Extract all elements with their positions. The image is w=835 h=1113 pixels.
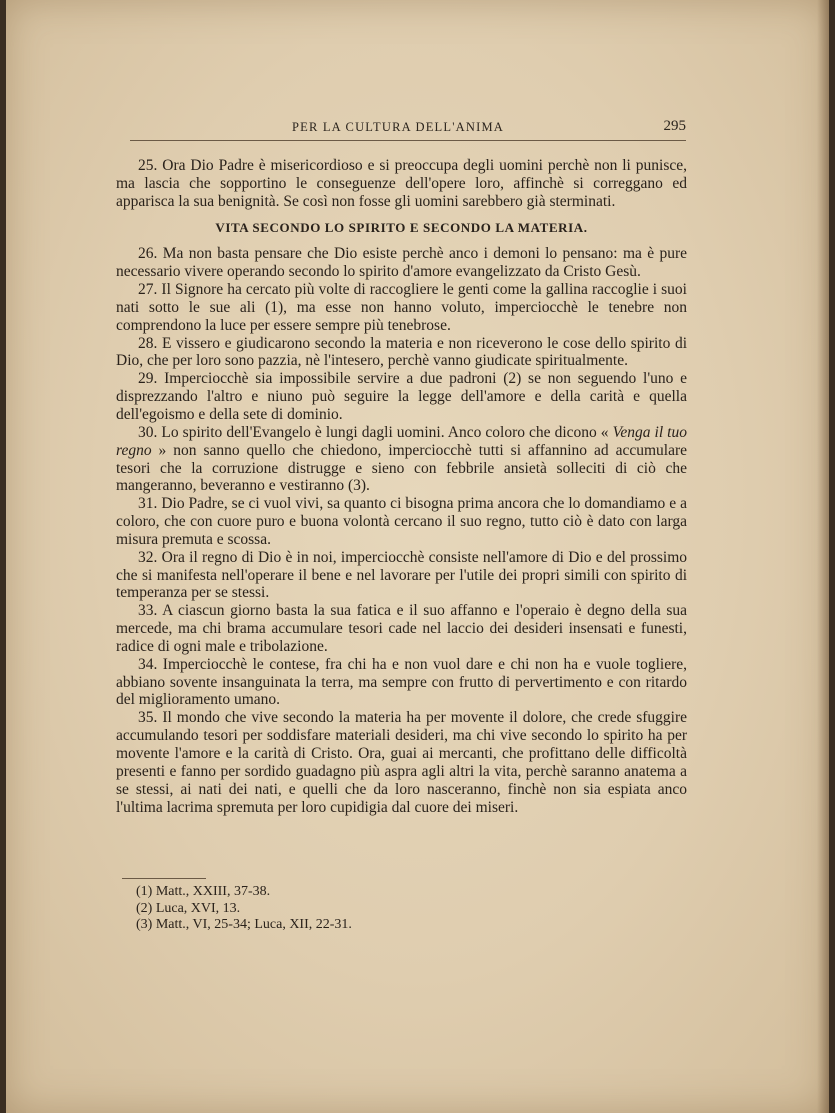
page-header	[130, 118, 686, 141]
paragraph-31: 31. Dio Padre, se ci vuol vivi, sa quanto ci bisogna prima ancora che lo domandiamo e a coloro, che con cuore puro e buona volontà cercano il suo regno, tutto ciò è dato con larga misura premuta e scossa.	[116, 495, 687, 548]
body-text	[116, 157, 687, 816]
paragraph-34: 34. Imperciocchè le contese, fra chi ha e non vuol dare e chi non ha e vuole togliere, abbiano sovente insanguinata la terra, ma sempre con frutto di pervertimento e con ritardo del miglioramento umano.	[116, 655, 687, 709]
running-head: PER LA CULTURA DELL'ANIMA	[292, 120, 505, 134]
book-page	[6, 0, 829, 1113]
page-number: 295	[663, 118, 686, 134]
paragraph-25: 25. Ora Dio Padre è misericordioso e si preoccupa degli uomini perchè non li punisce, ma lascia che sopportino le conseguenze dell'opere loro, affinchè si correggano ed apparisca la sua benignità. Se così non fosse gli uomini sarebbero già sterminati.	[116, 157, 687, 210]
paragraph-29: 29. Imperciocchè sia impossibile servire a due padroni (2) se non seguendo l'uno e disprezzando l'altro e niuno può seguire la legge dell'amore e della carità e quella dell'egoismo e della sete di dominio.	[116, 370, 687, 423]
paragraph-32: 32. Ora il regno di Dio è in noi, imperciocchè consiste nell'amore di Dio e del prossimo che si manifesta nell'operare il bene e nel lavorare per l'utile dei propri simili con spirito di temperanza per se stessi.	[116, 548, 687, 602]
section-title: VITA SECONDO LO SPIRITO E SECONDO LA MATERIA.	[215, 219, 588, 235]
paragraph-26: 26. Ma non basta pensare che Dio esiste perchè anco i demoni lo pensano: ma è pure necessario vivere operando secondo lo spirito d'amore evangelizzato da Cristo Gesù.	[116, 245, 687, 281]
paragraph-30	[116, 424, 687, 495]
paragraph-28: 28. E vissero e giudicarono secondo la materia e non riceverono le cose dello spirito di Dio, che per loro sono pazzia, nè l'intesero, perchè vanno giudicate spiritualmente.	[116, 334, 687, 370]
footnote-3: (3) Matt., VI, 25-34; Luca, XII, 22-31.	[136, 917, 352, 932]
paragraph-35: 35. Il mondo che vive secondo la materia ha per movente il dolore, che crede sfuggire accumulando tesori per soddisfare materiali desideri, ma chi vive secondo lo spirito ha per movente l'amore e la carità di Cristo. Ora, guai ai mercanti, che profittano delle difficoltà presenti e fanno per sordido guadagno più aspra agli altri la vita, perchè saranno anatema a se stessi, ai nati dei nati, e quelli che da loro nasceranno, finchè non sia espiata anco l'ultima lacrima spremuta per loro cupidigia dal cuore dei miseri.	[116, 709, 687, 816]
footnote-2: (2) Luca, XVI, 13.	[136, 900, 241, 916]
footnote-1: (1) Matt., XXIII, 37-38.	[136, 884, 271, 899]
quoted-prayer: Venga il tuo regno	[116, 423, 687, 459]
footnote-rule	[122, 878, 206, 879]
paragraph-27: 27. Il Signore ha cercato più volte di raccogliere le genti come la gallina raccoglie i suoi nati sotto le sue ali (1), ma esse non hanno voluto, imperciocchè le tenebre non comprendono la luce per essere sempre più tenebrose.	[116, 281, 687, 334]
paragraph-30-start: 30. Lo spirito dell'Evangelo è lungi dagli uomini. Anco coloro che dicono «	[138, 423, 609, 441]
page-edge-shadow	[817, 0, 829, 1113]
paragraph-33: 33. A ciascun giorno basta la sua fatica e il suo affanno e l'operaio è degno della sua mercede, ma chi brama accumulare tesori cade nel laccio dei desideri insensati e funesti, radice di ogni male e tribolazione.	[116, 602, 687, 655]
paragraph-30-end: » non sanno quello che chiedono, imperciocchè tutti si affannino ad accumulare tesori che la corruzione distrugge e sieno con febbrile ansietà solleciti di ciò che mangeranno, beveranno e vestiranno (3).	[116, 441, 688, 495]
footnotes	[136, 884, 536, 934]
